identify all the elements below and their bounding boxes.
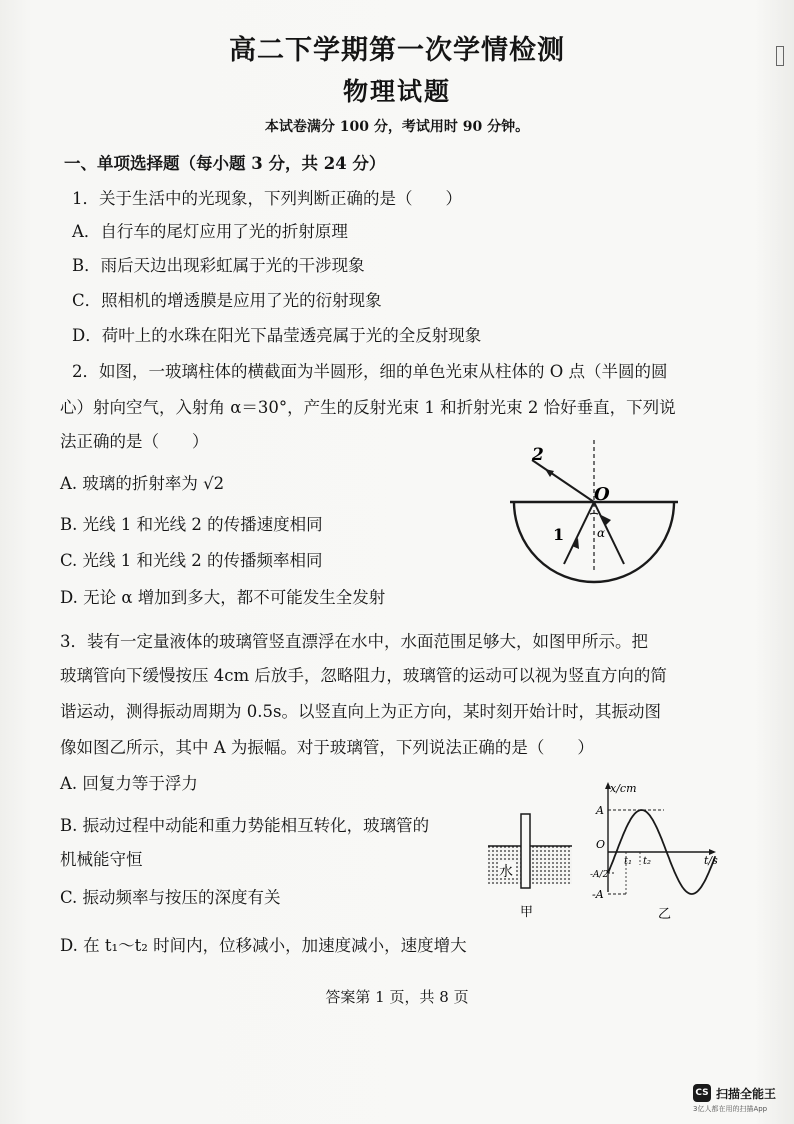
t2-label: t₂	[643, 856, 652, 867]
point-o-label: O	[594, 484, 610, 505]
scanner-slogan: 3亿人都在用的扫描App	[692, 1105, 768, 1113]
q3-option-b-line1: B. 振动过程中动能和重力势能相互转化，玻璃管的	[60, 816, 430, 835]
q3-option-a: A. 回复力等于浮力	[60, 774, 198, 793]
page-footer: 答案第 1 页，共 8 页	[325, 988, 469, 1006]
q3-figure-jia	[484, 810, 576, 920]
tick-neg-amplitude: -A	[592, 888, 604, 901]
ray2-arrow	[545, 469, 554, 477]
exam-subtitle: 物理试题	[342, 77, 451, 106]
exam-note: 本试卷满分 100 分，考试用时 90 分钟。	[264, 119, 530, 135]
q1-option-b: B．雨后天边出现彩虹属于光的干涉现象	[72, 256, 365, 275]
water-label: 水	[499, 864, 513, 880]
q2-stem-line1: 2．如图，一玻璃柱体的横截面为半圆形，细的单色光束从柱体的 O 点（半圆的圆	[72, 362, 668, 381]
q1-option-a: A．自行车的尾灯应用了光的折射原理	[72, 222, 348, 241]
exam-title: 高二下学期第一次学情检测	[229, 35, 565, 66]
section-heading: 一、单项选择题（每小题 3 分，共 24 分）	[64, 154, 386, 173]
scanner-logo-icon: CS	[693, 1084, 711, 1102]
reflected-ray-1	[564, 502, 594, 564]
scanner-watermark	[693, 1084, 776, 1114]
q3-stem-line4: 像如图乙所示，其中 A 为振幅。对于玻璃管，下列说法正确的是（ ）	[60, 738, 594, 757]
q3-option-c: C. 振动频率与按压的深度有关	[60, 888, 281, 907]
q2-semicircle-figure	[500, 440, 690, 585]
scanner-name: 扫描全能王	[715, 1086, 776, 1101]
q2-stem-line3: 法正确的是（ ）	[60, 432, 209, 451]
q2-option-c: C. 光线 1 和光线 2 的传播频率相同	[60, 551, 323, 570]
ray1-label: 1	[553, 525, 565, 544]
q3-option-d: D. 在 t₁～t₂ 时间内，位移减小，加速度减小，速度增大	[60, 936, 467, 955]
q3-stem-line3: 谐运动，测得振动周期为 0.5s。以竖直向上为正方向，某时刻开始计时，其振动图	[60, 702, 661, 721]
q2-option-a: A. 玻璃的折射率为 √2	[60, 474, 225, 493]
q2-stem-line2: 心）射向空气，入射角 α＝30°，产生的反射光束 1 和折射光束 2 恰好垂直，下列说	[60, 398, 676, 417]
q1-option-c: C．照相机的增透膜是应用了光的衍射现象	[72, 291, 382, 310]
q2-option-d: D. 无论 α 增加到多大，都不可能发生全发射	[60, 588, 386, 607]
caption-jia: 甲	[520, 905, 534, 920]
x-axis-label: t/s	[704, 854, 718, 867]
q3-option-b-line2: 机械能守恒	[60, 850, 143, 869]
q3-stem-line2: 玻璃管向下缓慢按压 4cm 后放手，忽略阻力，玻璃管的运动可以视为竖直方向的简	[60, 666, 667, 685]
refracted-ray-2	[532, 460, 594, 502]
glass-tube	[521, 814, 530, 888]
q3-figure-yi-vibration-graph	[586, 780, 736, 925]
q1-stem: 1．关于生活中的光现象，下列判断正确的是（ ）	[72, 189, 462, 208]
ray2-label: 2	[532, 445, 544, 465]
q2-option-b: B. 光线 1 和光线 2 的传播速度相同	[60, 515, 323, 534]
q1-option-d: D．荷叶上的水珠在阳光下晶莹透亮属于光的全反射现象	[72, 326, 482, 345]
t1-label: t₁	[624, 856, 633, 867]
alpha-label: α	[597, 526, 606, 540]
tick-amplitude: A	[596, 804, 604, 817]
tick-half-amplitude: -A/2	[590, 870, 609, 880]
y-axis-label: x/cm	[610, 782, 637, 795]
origin-label: O	[596, 838, 606, 851]
q3-stem-line1: 3．装有一定量液体的玻璃管竖直漂浮在水中，水面范围足够大，如图甲所示。把	[60, 632, 648, 651]
caption-yi: 乙	[658, 907, 672, 922]
